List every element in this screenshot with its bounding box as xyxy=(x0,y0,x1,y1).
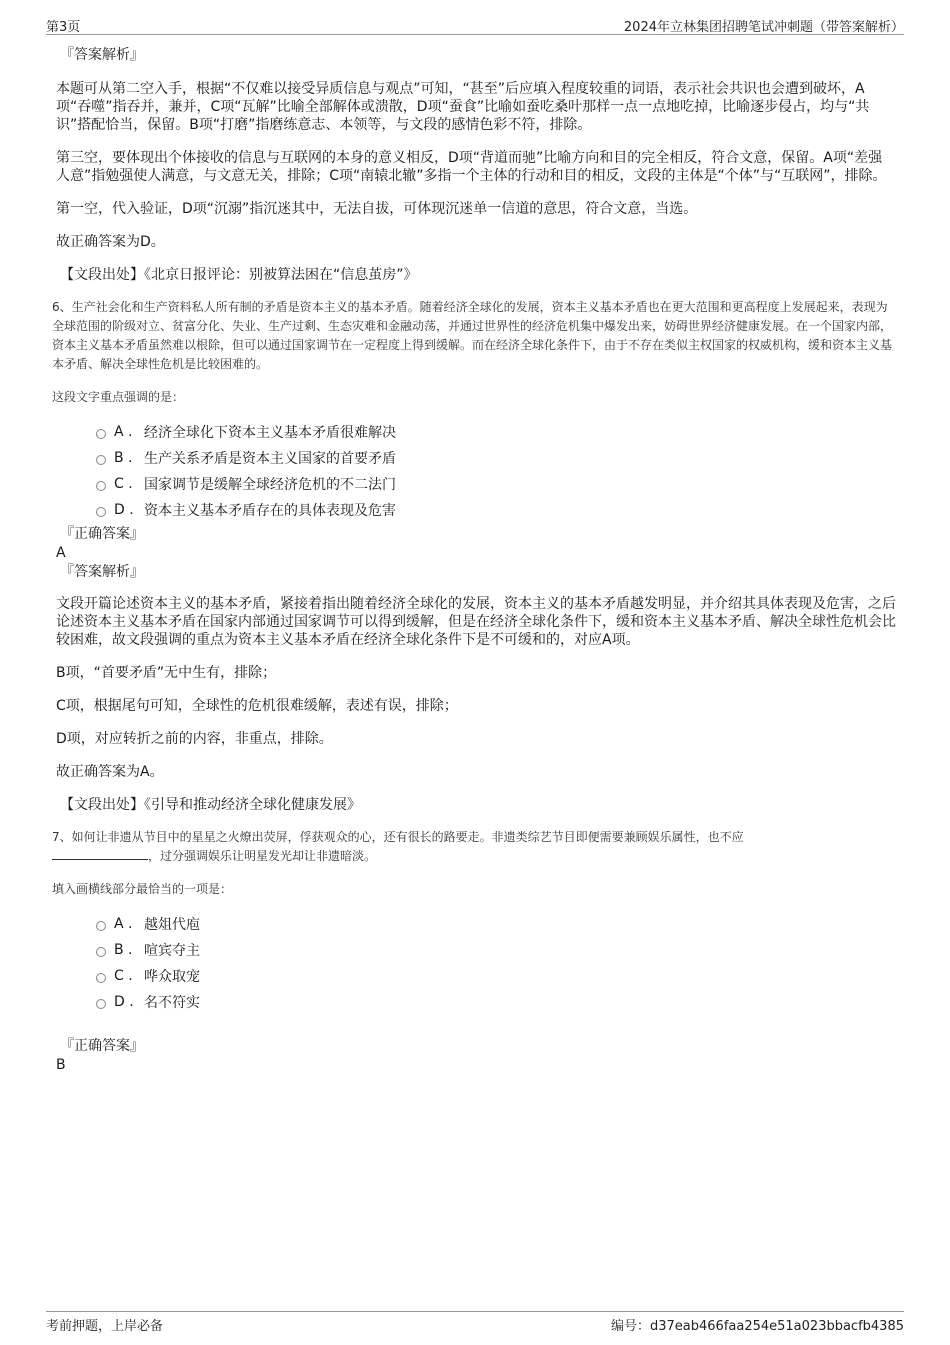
option-text: 资本主义基本矛盾存在的具体表现及危害 xyxy=(144,503,396,519)
question-6-prompt: 这段文字重点强调的是： xyxy=(52,390,185,404)
source-citation: 【文段出处】《引导和推动经济全球化健康发展》 xyxy=(60,797,361,813)
radio-icon[interactable] xyxy=(96,921,106,931)
option-letter: D . xyxy=(114,502,134,518)
question-6-options xyxy=(96,419,896,523)
page-number: 第3页 xyxy=(46,20,81,35)
analysis-label: 『答案解析』 xyxy=(60,564,144,580)
option-d[interactable] xyxy=(96,497,896,523)
radio-icon[interactable] xyxy=(96,999,106,1009)
analysis-paragraph: C项，根据尾句可知，全球性的危机很难缓解，表述有误，排除； xyxy=(56,698,458,714)
page-footer xyxy=(46,1311,904,1336)
stem-text: ，过分强调娱乐让明星发光却让非遗暗淡。 xyxy=(148,849,377,863)
analysis-paragraph: 本题可从第二空入手，根据“不仅难以接受异质信息与观点”可知，“甚至”后应填入程度较重的词语，表示社会共识也会遭到破坏，A项“吞噬”指吞并，兼并，C项“瓦解”比喻全部解体或溃散，D项“蚕食”比喻如蚕吃桑叶那样一点一点地吃掉，比喻逐步侵占，均与“共识”搭配恰当，保留。B项“打磨”指磨练意志、本领等，与文段的感情色彩不符，排除。 xyxy=(56,81,870,133)
radio-icon[interactable] xyxy=(96,481,106,491)
correct-answer: B xyxy=(56,1057,66,1073)
page-content xyxy=(52,46,896,1075)
option-letter: C . xyxy=(114,476,133,492)
option-text: 经济全球化下资本主义基本矛盾很难解决 xyxy=(144,425,396,441)
option-text: 名不符实 xyxy=(144,995,200,1011)
option-letter: B . xyxy=(114,450,133,466)
analysis-label: 『答案解析』 xyxy=(60,47,144,63)
radio-icon[interactable] xyxy=(96,429,106,439)
option-text: 哗众取宠 xyxy=(144,969,200,985)
question-7-prompt: 填入画横线部分最恰当的一项是： xyxy=(52,882,233,896)
stem-text: 7、如何让非遗从节目中的星星之火燎出荧屏，俘获观众的心，还有很长的路要走。非遗类综艺节目即便需要兼顾娱乐属性，也不应 xyxy=(52,830,744,844)
page-header xyxy=(46,14,904,35)
analysis-paragraph: B项，“首要矛盾”无中生有，排除； xyxy=(56,665,277,681)
analysis-paragraph: D项，对应转折之前的内容，非重点，排除。 xyxy=(56,731,333,747)
document-title: 2024年立林集团招聘笔试冲刺题（带答案解析） xyxy=(623,20,904,35)
analysis-paragraph: 文段开篇论述资本主义的基本矛盾，紧接着指出随着经济全球化的发展，资本主义的基本矛盾越发明显，并介绍其具体表现及危害，之后论述资本主义基本矛盾在国家内部通过国家调节可以得到缓解，但是在经济全球化条件下，缓和资本主义基本矛盾、解决全球性危机会比较困难，故文段强调的重点为资本主义基本矛盾在经济全球化条件下是不可缓和的，对应A项。 xyxy=(56,596,896,648)
correct-answer: A xyxy=(56,545,66,561)
correct-answer-label: 『正确答案』 xyxy=(60,526,144,542)
answer-conclusion: 故正确答案为D。 xyxy=(56,234,165,250)
option-letter: C . xyxy=(114,968,133,984)
radio-icon[interactable] xyxy=(96,973,106,983)
option-letter: B . xyxy=(114,942,133,958)
option-b[interactable] xyxy=(96,445,896,471)
option-letter: A . xyxy=(114,916,133,932)
footer-slogan: 考前押题，上岸必备 xyxy=(46,1319,164,1334)
option-d[interactable] xyxy=(96,989,896,1015)
option-letter: D . xyxy=(114,994,134,1010)
radio-icon[interactable] xyxy=(96,947,106,957)
correct-answer-label: 『正确答案』 xyxy=(60,1038,144,1054)
option-c[interactable] xyxy=(96,471,896,497)
answer-conclusion: 故正确答案为A。 xyxy=(56,764,164,780)
analysis-paragraph: 第三空，要体现出个体接收的信息与互联网的本身的意义相反，D项“背道而驰”比喻方向和目的完全相反，符合文意，保留。A项“差强人意”指勉强使人满意，与文意无关，排除；C项“南辕北辙”多指一个主体的行动和目的相反，文段的主体是“个体”与“互联网”，排除。 xyxy=(56,150,887,184)
option-letter: A . xyxy=(114,424,133,440)
option-text: 喧宾夺主 xyxy=(144,943,200,959)
option-text: 国家调节是缓解全球经济危机的不二法门 xyxy=(144,477,396,493)
option-a[interactable] xyxy=(96,911,896,937)
option-a[interactable] xyxy=(96,419,896,445)
fill-blank xyxy=(52,847,148,860)
question-7-stem xyxy=(52,828,896,866)
question-6-stem: 6、生产社会化和生产资料私人所有制的矛盾是资本主义的基本矛盾。随着经济全球化的发展，资本主义基本矛盾也在更大范围和更高程度上发展起来，表现为全球范围的阶级对立、贫富分化、失业、生产过剩、生态灾难和金融动荡，并通过世界性的经济危机集中爆发出来，妨碍世界经济健康发展。在一个国家内部，资本主义基本矛盾虽然难以根除，但可以通过国家调节在一定程度上得到缓解。而在经济全球化条件下，由于不存在类似主权国家的权威机构，缓和资本主义基本矛盾、解决全球性危机是比较困难的。 xyxy=(52,300,893,371)
option-c[interactable] xyxy=(96,963,896,989)
option-text: 生产关系矛盾是资本主义国家的首要矛盾 xyxy=(144,451,396,467)
document-id: 编号：d37eab466faa254e51a023bbacfb4385 xyxy=(611,1319,904,1334)
source-citation: 【文段出处】《北京日报评论：别被算法困在“信息茧房”》 xyxy=(60,267,418,283)
option-text: 越俎代庖 xyxy=(144,917,200,933)
radio-icon[interactable] xyxy=(96,455,106,465)
option-b[interactable] xyxy=(96,937,896,963)
analysis-paragraph: 第一空，代入验证，D项“沉溺”指沉迷其中，无法自拔，可体现沉迷单一信道的意思，符合文意，当选。 xyxy=(56,201,698,217)
question-7-options xyxy=(96,911,896,1015)
radio-icon[interactable] xyxy=(96,507,106,517)
